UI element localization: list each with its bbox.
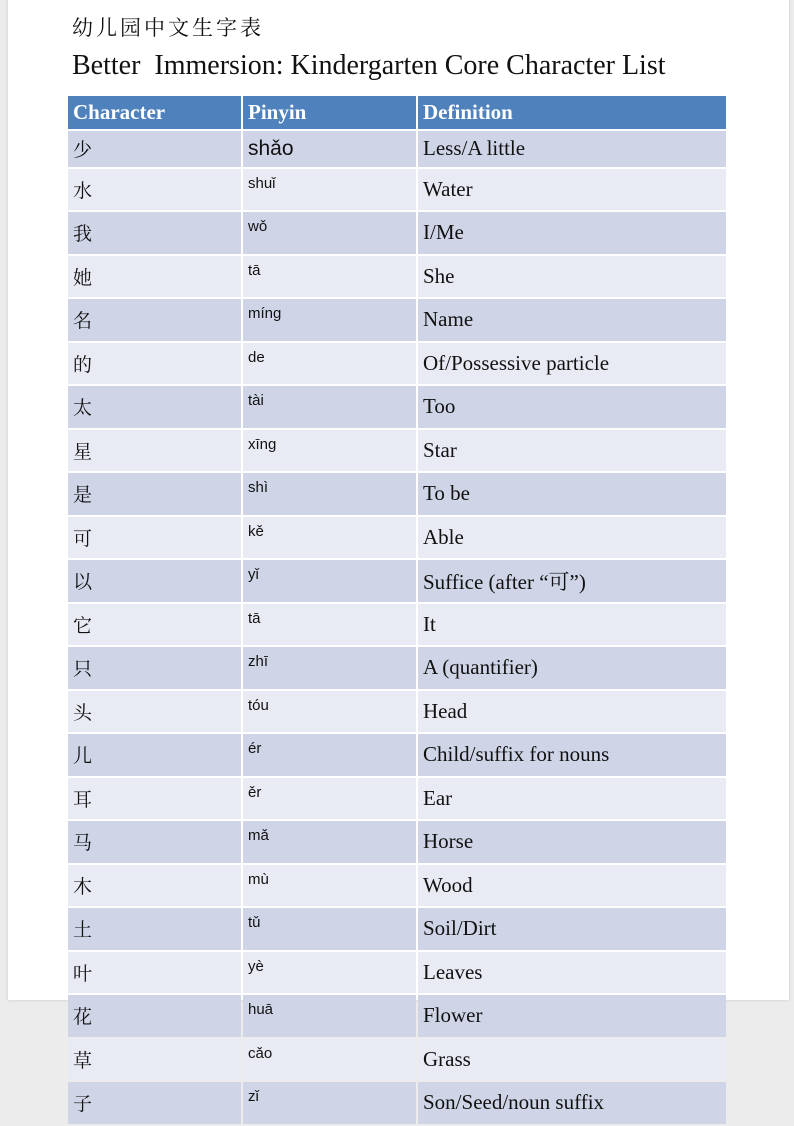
cell-character: 她 [68, 256, 241, 298]
cell-character: 头 [68, 691, 241, 733]
table-row [68, 995, 726, 1037]
cell-pinyin: shǎo [243, 131, 416, 167]
cell-pinyin: yè [243, 952, 416, 994]
cell-character: 以 [68, 560, 241, 602]
table-row [68, 778, 726, 820]
cell-pinyin: kě [243, 517, 416, 559]
cell-pinyin: yǐ [243, 560, 416, 602]
chinese-title: 幼儿园中文生字表 [72, 16, 264, 40]
cell-pinyin: ěr [243, 778, 416, 820]
cell-definition: Soil/Dirt [418, 908, 726, 950]
table-row [68, 1039, 726, 1081]
cell-pinyin: tóu [243, 691, 416, 733]
cell-pinyin: tā [243, 604, 416, 646]
cell-definition: Son/Seed/noun suffix [418, 1082, 726, 1124]
cell-character: 水 [68, 169, 241, 211]
cell-character: 土 [68, 908, 241, 950]
cell-definition: Head [418, 691, 726, 733]
cell-character: 儿 [68, 734, 241, 776]
cell-pinyin: mǎ [243, 821, 416, 863]
cell-definition: Flower [418, 995, 726, 1037]
cell-definition: Ear [418, 778, 726, 820]
cell-character: 只 [68, 647, 241, 689]
cell-character: 太 [68, 386, 241, 428]
cell-definition: Star [418, 430, 726, 472]
cell-definition: Horse [418, 821, 726, 863]
table-row [68, 299, 726, 341]
cell-character: 可 [68, 517, 241, 559]
cell-character: 花 [68, 995, 241, 1037]
cell-pinyin: tǔ [243, 908, 416, 950]
table-row [68, 604, 726, 646]
table-header-row [68, 96, 726, 129]
table-row [68, 131, 726, 167]
table-row [68, 560, 726, 602]
cell-pinyin: de [243, 343, 416, 385]
cell-pinyin: mù [243, 865, 416, 907]
table-row [68, 473, 726, 515]
cell-character: 我 [68, 212, 241, 254]
cell-pinyin: huā [243, 995, 416, 1037]
cell-pinyin: tā [243, 256, 416, 298]
table-row [68, 952, 726, 994]
table-row [68, 821, 726, 863]
cell-character: 叶 [68, 952, 241, 994]
cell-definition: Wood [418, 865, 726, 907]
cell-pinyin: shuǐ [243, 169, 416, 211]
table-row [68, 386, 726, 428]
cell-definition: Water [418, 169, 726, 211]
cell-definition: Leaves [418, 952, 726, 994]
cell-definition: I/Me [418, 212, 726, 254]
cell-pinyin: wǒ [243, 212, 416, 254]
table-row [68, 908, 726, 950]
table-row [68, 517, 726, 559]
cell-definition: To be [418, 473, 726, 515]
cell-definition: Name [418, 299, 726, 341]
cell-character: 草 [68, 1039, 241, 1081]
cell-character: 是 [68, 473, 241, 515]
table-row [68, 169, 726, 211]
cell-pinyin: xīng [243, 430, 416, 472]
cell-character: 名 [68, 299, 241, 341]
table-row [68, 865, 726, 907]
cell-pinyin: ér [243, 734, 416, 776]
cell-pinyin: tài [243, 386, 416, 428]
cell-definition: Grass [418, 1039, 726, 1081]
cell-character: 少 [68, 131, 241, 167]
table-row [68, 430, 726, 472]
table-row [68, 647, 726, 689]
cell-definition: Too [418, 386, 726, 428]
cell-definition: She [418, 256, 726, 298]
cell-definition: A (quantifier) [418, 647, 726, 689]
cell-pinyin: shì [243, 473, 416, 515]
cell-pinyin: míng [243, 299, 416, 341]
cell-pinyin: zhī [243, 647, 416, 689]
cell-definition: Of/Possessive particle [418, 343, 726, 385]
cell-character: 它 [68, 604, 241, 646]
table-row [68, 1082, 726, 1124]
page-title: Better Immersion: Kindergarten Core Character List [72, 50, 666, 81]
header-pinyin: Pinyin [243, 96, 416, 129]
cell-definition: Less/A little [418, 131, 726, 167]
table-row [68, 256, 726, 298]
cell-character: 木 [68, 865, 241, 907]
header-definition: Definition [418, 96, 726, 129]
table-row [68, 691, 726, 733]
table-row [68, 734, 726, 776]
cell-definition: It [418, 604, 726, 646]
cell-definition: Suffice (after “可”) [418, 560, 726, 602]
table-row [68, 212, 726, 254]
table-body [68, 131, 726, 1124]
character-table [66, 94, 728, 1126]
cell-character: 耳 [68, 778, 241, 820]
cell-definition: Child/suffix for nouns [418, 734, 726, 776]
cell-character: 马 [68, 821, 241, 863]
table-row [68, 343, 726, 385]
header-character: Character [68, 96, 241, 129]
cell-pinyin: zǐ [243, 1082, 416, 1124]
cell-character: 的 [68, 343, 241, 385]
cell-definition: Able [418, 517, 726, 559]
cell-character: 子 [68, 1082, 241, 1124]
cell-character: 星 [68, 430, 241, 472]
cell-pinyin: cǎo [243, 1039, 416, 1081]
